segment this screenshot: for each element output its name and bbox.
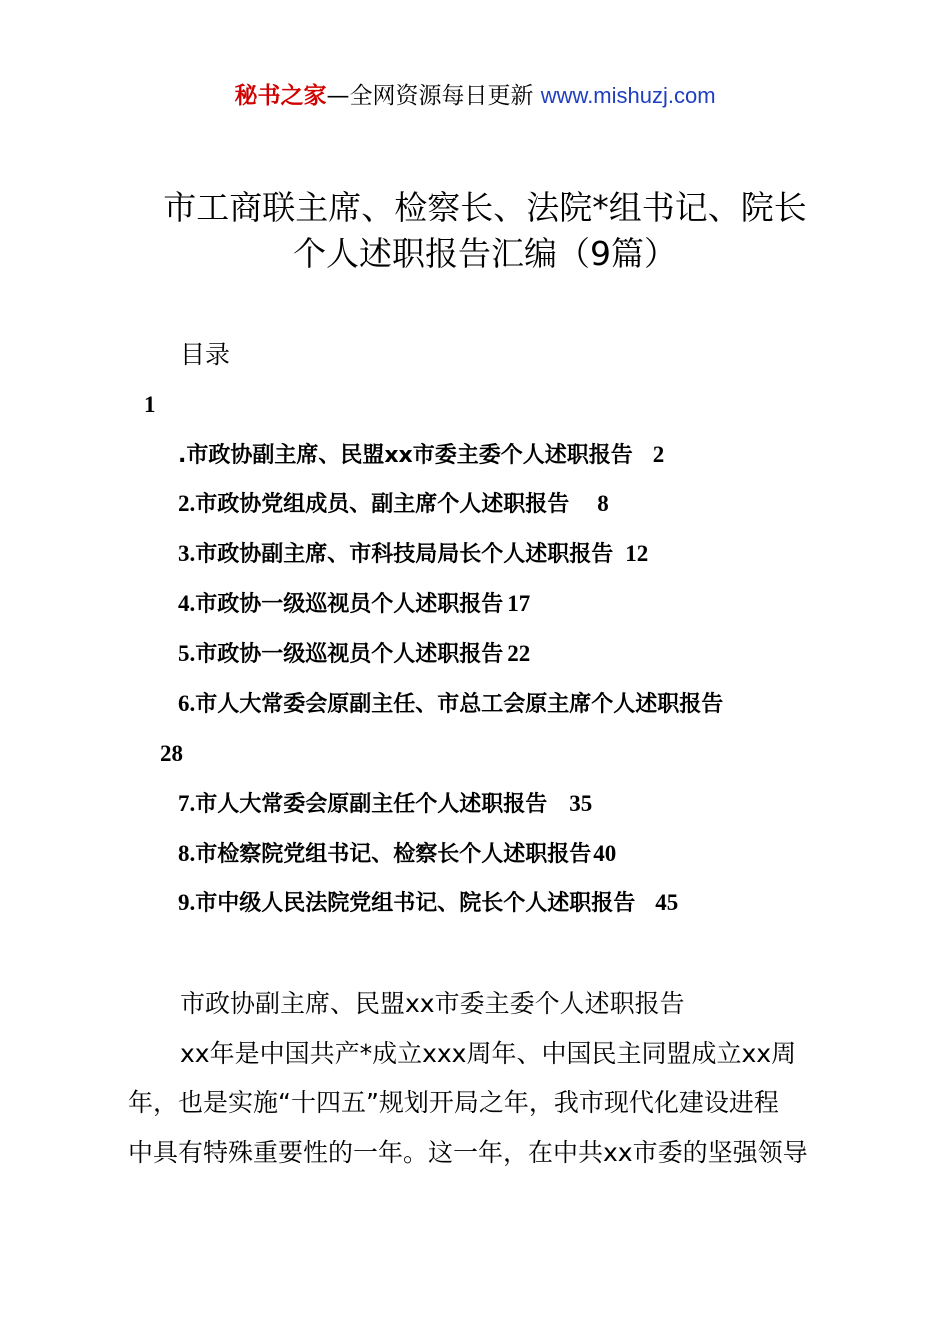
toc-item-page: 45	[655, 890, 679, 915]
toc-item-label: 市政协党组成员、副主席个人述职报告	[195, 492, 570, 517]
toc-item-label: .市政协副主席、民盟xx市委主委个人述职报告	[178, 443, 633, 468]
toc-item-number: 6.	[178, 691, 196, 716]
toc-item-label: 市政协一级巡视员个人述职报告	[195, 592, 504, 617]
paragraph-line: 中具有特殊重要性的一年。这一年，在中共xx市委的坚强领导	[128, 1138, 808, 1167]
toc-item-page: 28	[160, 741, 183, 766]
site-url-link[interactable]: www.mishuzj.com	[540, 83, 716, 108]
toc-item[interactable]	[178, 440, 664, 471]
toc-item[interactable]	[178, 888, 678, 919]
toc-item-label: 市政协副主席、市科技局局长个人述职报告	[195, 542, 614, 567]
toc-item-page: 22	[507, 641, 531, 666]
toc-item-number: 5.	[178, 641, 196, 666]
site-brand: 秘书之家	[234, 83, 327, 109]
toc-item[interactable]	[178, 489, 609, 520]
toc-item-label: 市中级人民法院党组书记、院长个人述职报告	[195, 891, 636, 916]
toc-item[interactable]	[178, 839, 616, 870]
toc-heading: 目录	[180, 340, 231, 369]
toc-item-number: 7.	[178, 791, 196, 816]
toc-item[interactable]	[178, 689, 723, 720]
paragraph-line: xx年是中国共产*成立xxx周年、中国民主同盟成立xx周	[180, 1039, 797, 1068]
document-title-line-2: 个人述职报告汇编（9篇）	[293, 234, 677, 273]
toc-item-page: 35	[569, 791, 593, 816]
section-title: 市政协副主席、民盟xx市委主委个人述职报告	[180, 989, 685, 1018]
toc-item-page: 17	[507, 591, 531, 616]
toc-item-label: 市人大常委会原副主任、市总工会原主席个人述职报告	[195, 692, 724, 717]
toc-item-page: 8	[597, 491, 609, 516]
toc-item-number: 2.	[178, 491, 196, 516]
toc-item-number: 8.	[178, 841, 196, 866]
toc-item-page: 2	[652, 442, 665, 467]
toc-item-page: 12	[625, 541, 649, 566]
toc-first-number: 1	[144, 392, 156, 417]
toc-item[interactable]	[178, 639, 530, 670]
site-header	[0, 80, 950, 112]
toc-item-page: 40	[593, 841, 617, 866]
toc-item[interactable]	[178, 539, 648, 570]
toc-item-label: 市检察院党组书记、检察长个人述职报告	[195, 842, 592, 867]
paragraph-line: 年，也是实施“十四五”规划开局之年，我市现代化建设进程	[128, 1088, 779, 1117]
toc-item-number: 3.	[178, 541, 196, 566]
toc-item-number: 4.	[178, 591, 196, 616]
site-tagline: —全网资源每日更新	[326, 83, 541, 109]
toc-item[interactable]	[178, 789, 592, 820]
toc-item-number: 9.	[178, 890, 196, 915]
toc-item[interactable]	[178, 589, 530, 620]
toc-item-label: 市人大常委会原副主任个人述职报告	[195, 792, 548, 817]
document-title-line-1: 市工商联主席、检察长、法院*组书记、院长	[163, 188, 807, 227]
toc-item-page-wrapped	[160, 739, 183, 770]
toc-item-label: 市政协一级巡视员个人述职报告	[195, 642, 504, 667]
